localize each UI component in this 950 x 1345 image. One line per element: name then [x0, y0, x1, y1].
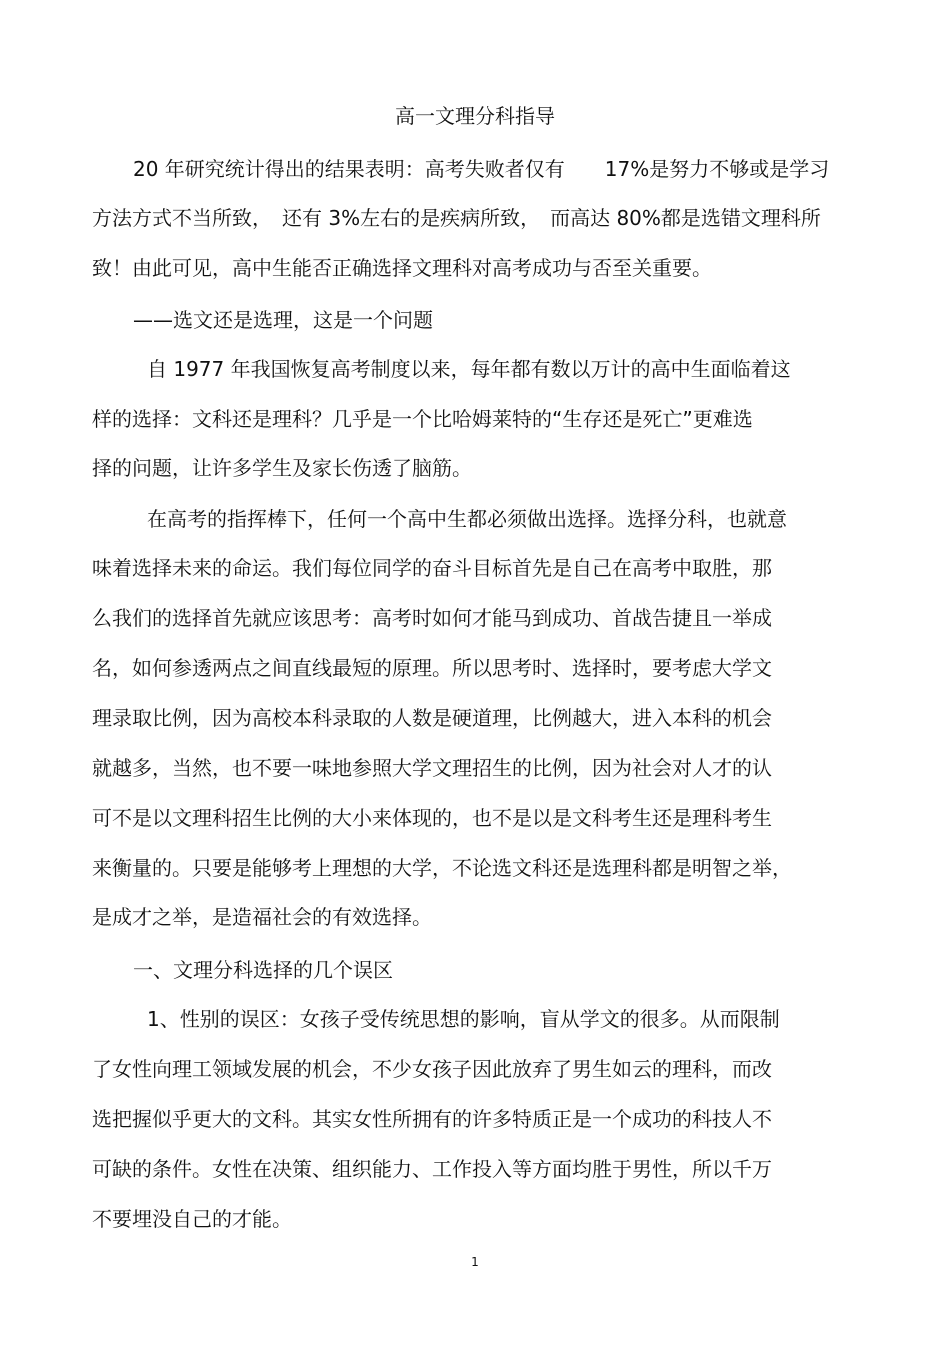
text-line: 名，如何参透两点之间直线最短的原理。所以思考时、选择时，要考虑大学文 [92, 656, 772, 680]
text-line: 择的问题，让许多学生及家长伤透了脑筋。 [92, 456, 472, 480]
text-line: 来衡量的。只要是能够考上理想的大学，不论选文科还是选理科都是明智之举， [92, 856, 792, 880]
text-line: 可不是以文理科招生比例的大小来体现的，也不是以是文科考生还是理科考生 [92, 806, 772, 830]
text-line: 了女性向理工领域发展的机会，不少女孩子因此放弃了男生如云的理科，而改 [92, 1057, 772, 1081]
text-line: 理录取比例，因为高校本科录取的人数是硬道理，比例越大，进入本科的机会 [92, 706, 772, 730]
text-line: 么我们的选择首先就应该思考：高考时如何才能马到成功、首战告捷且一举成 [92, 606, 772, 630]
text-line: 是成才之举，是造福社会的有效选择。 [92, 905, 432, 929]
text-line: 在高考的指挥棒下，任何一个高中生都必须做出选择。选择分科，也就意 [147, 507, 787, 531]
text-line: 可缺的条件。女性在决策、组织能力、工作投入等方面均胜于男性，所以千万 [92, 1157, 772, 1181]
text-line: 1、性别的误区：女孩子受传统思想的影响，盲从学文的很多。从而限制 [147, 1007, 780, 1031]
text-line: 自 1977 年我国恢复高考制度以来，每年都有数以万计的高中生面临着这 [147, 357, 791, 381]
text-line: 选把握似乎更大的文科。其实女性所拥有的许多特质正是一个成功的科技人不 [92, 1107, 772, 1131]
section-heading: 一、文理分科选择的几个误区 [133, 958, 393, 982]
text-line: 20 年研究统计得出的结果表明：高考失败者仅有 17%是努力不够或是学习 [133, 157, 830, 181]
text-line: 就越多，当然，也不要一味地参照大学文理招生的比例，因为社会对人才的认 [92, 756, 772, 780]
text-line: 味着选择未来的命运。我们每位同学的奋斗目标首先是自己在高考中取胜，那 [92, 556, 772, 580]
text-line: 不要埋没自己的才能。 [92, 1207, 292, 1231]
text-line: 样的选择：文科还是理科？几乎是一个比哈姆莱特的“生存还是死亡”更难选 [92, 407, 753, 431]
text-line: 致！由此可见，高中生能否正确选择文理科对高考成功与否至关重要。 [92, 256, 712, 280]
section-heading: ——选文还是选理，这是一个问题 [133, 308, 433, 332]
page-number: 1 [471, 1255, 479, 1269]
document-title: 高一文理分科指导 [395, 104, 555, 128]
text-line: 方法方式不当所致， 还有 3%左右的是疾病所致， 而高达 80%都是选错文理科所 [92, 206, 821, 230]
